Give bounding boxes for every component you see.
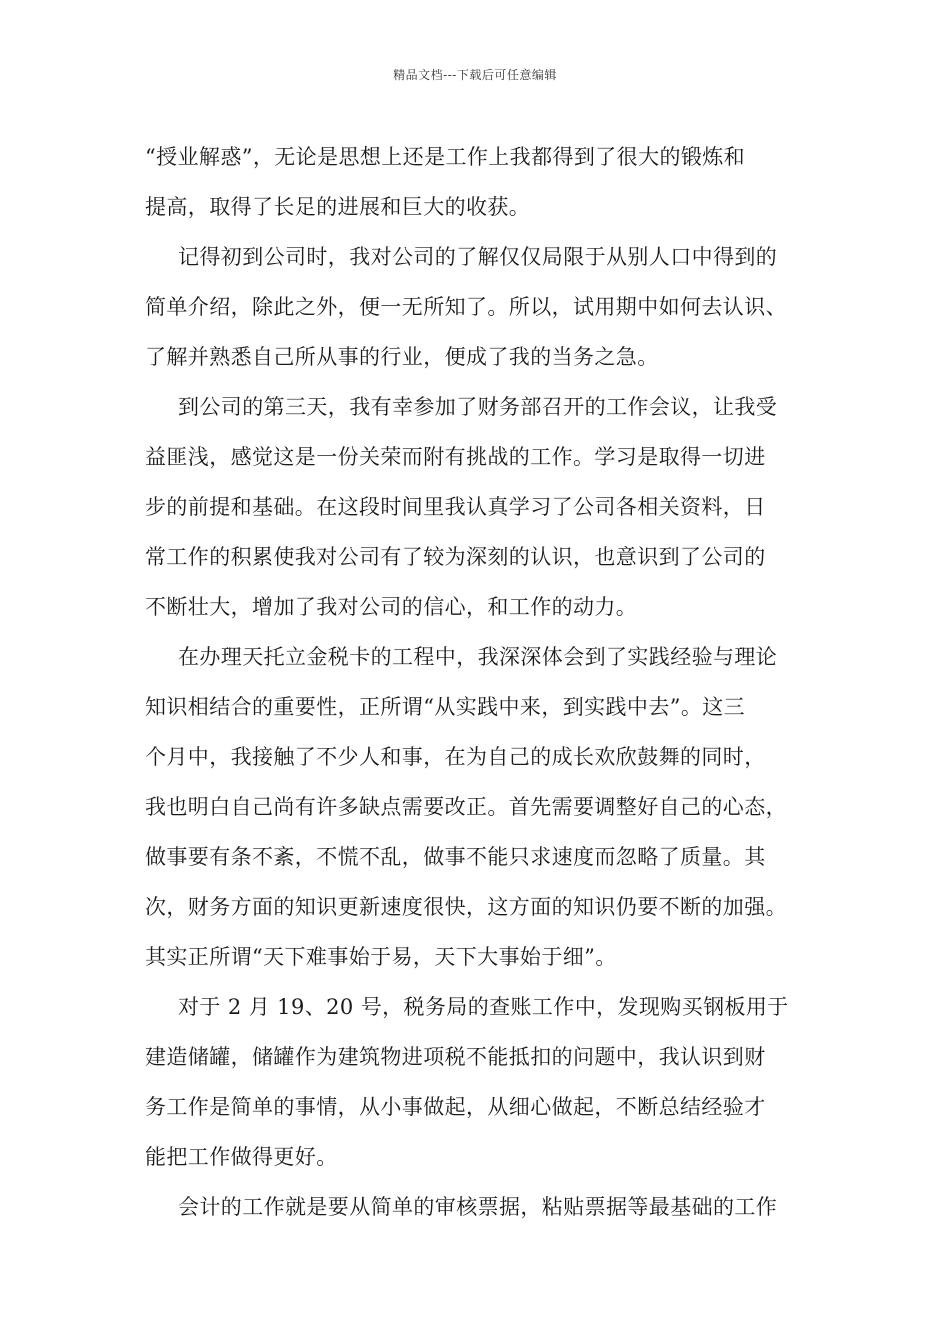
text-line: 能把工作做得更好。 [145,1145,338,1169]
text-line: 步的前提和基础。在这段时间里我认真学习了公司各相关资料，日 [145,495,766,519]
text-line: 次，财务方面的知识更新速度很快，这方面的知识仍要不断的加强。 [145,895,787,919]
text-line: 知识相结合的重要性，正所谓“从实践中来，到实践中去”。这三 [145,695,746,719]
text-line: 提高，取得了长足的进展和巨大的收获。 [145,195,531,219]
text-line: 不断壮大，增加了我对公司的信心，和工作的动力。 [145,595,638,619]
text-line: 务工作是简单的事情，从小事做起，从细心做起，不断总结经验才 [145,1095,766,1119]
text-line: 建造储罐，储罐作为建筑物进项税不能抵扣的问题中，我认识到财 [145,1045,766,1069]
text-line: 对于 2 月 19、20 号，税务局的查账工作中，发现购买钢板用于 [178,995,789,1019]
text-line: 常工作的积累使我对公司有了较为深刻的认识，也意识到了公司的 [145,545,766,569]
text-line: “授业解惑”，无论是思想上还是工作上我都得到了很大的锻炼和 [145,145,746,169]
text-line: 益匪浅，感觉这是一份关荣而附有挑战的工作。学习是取得一切进 [145,445,766,469]
text-line: 个月中，我接触了不少人和事，在为自己的成长欢欣鼓舞的同时， [145,745,766,769]
text-line: 在办理天托立金税卡的工程中，我深深体会到了实践经验与理论 [178,645,778,669]
text-line: 其实正所谓“天下难事始于易，天下大事始于细”。 [145,945,617,969]
text-line: 了解并熟悉自己所从事的行业，便成了我的当务之急。 [145,345,659,369]
text-line: 我也明白自己尚有许多缺点需要改正。首先需要调整好自己的心态， [145,795,787,819]
text-line: 简单介绍，除此之外，便一无所知了。所以，试用期中如何去认识、 [145,295,787,319]
text-line: 到公司的第三天，我有幸参加了财务部召开的工作会议，让我受 [178,395,778,419]
page-header: 精品文档---下载后可任意编辑 [393,68,557,82]
text-line: 会计的工作就是要从简单的审核票据，粘贴票据等最基础的工作 [178,1195,778,1219]
text-line: 记得初到公司时，我对公司的了解仅仅局限于从别人口中得到的 [178,245,778,269]
text-line: 做事要有条不紊，不慌不乱，做事不能只求速度而忽略了质量。其 [145,845,766,869]
body-text [145,132,815,1232]
